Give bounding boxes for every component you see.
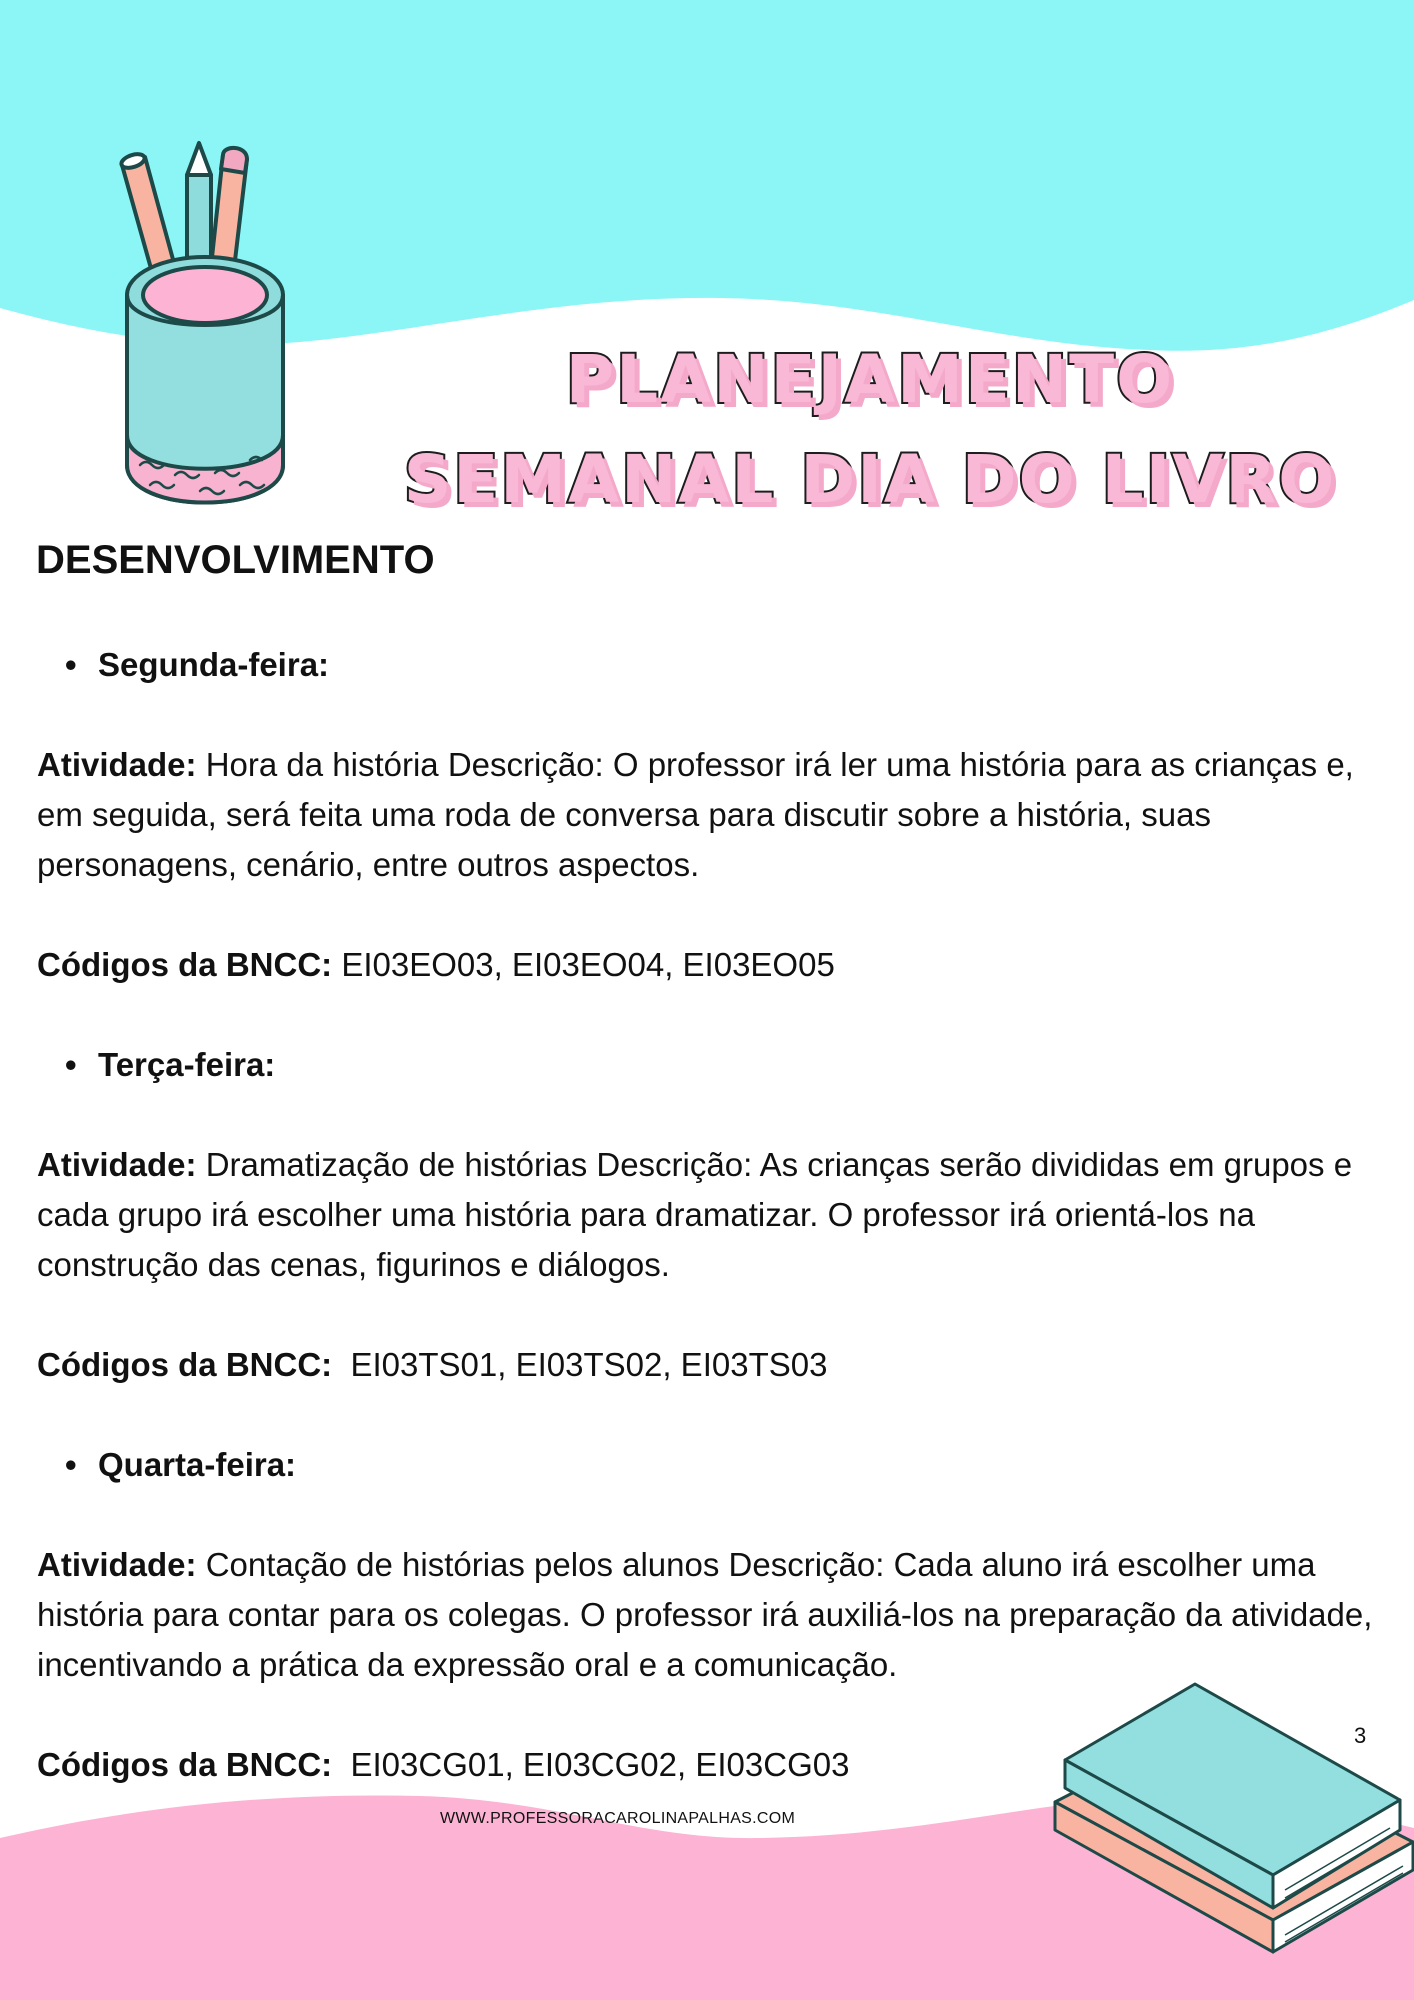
day-heading-monday <box>37 640 1387 690</box>
day-label: Terça-feira: <box>98 1046 276 1083</box>
activity-label: Atividade: <box>37 1146 197 1183</box>
day-heading-wednesday <box>37 1440 1387 1490</box>
activity-text: Hora da história Descrição: O professor irá ler uma história para as crianças e, em seguida, será feita uma roda de conversa para discutir sobre a história, suas personagens, cenário, entre outros aspectos. <box>37 746 1354 883</box>
day-label: Quarta-feira: <box>98 1446 297 1483</box>
activity-label: Atividade: <box>37 746 197 783</box>
bncc-codes-monday <box>37 940 1387 990</box>
activity-text: Dramatização de histórias Descrição: As crianças serão divididas em grupos e cada grupo irá escolher uma história para dramatizar. O professor irá orientá-los na construção das cenas, figurinos e diálogos. <box>37 1146 1353 1283</box>
codes-text: EI03EO03, EI03EO04, EI03EO05 <box>332 946 835 983</box>
title-line-2: SEMANAL DIA DO LIVRO <box>403 441 1337 518</box>
codes-text: EI03CG01, EI03CG02, EI03CG03 <box>332 1746 850 1783</box>
day-label: Segunda-feira: <box>98 646 330 683</box>
codes-label: Códigos da BNCC: <box>37 946 333 983</box>
weekly-plan-content <box>37 640 1387 1840</box>
codes-label: Códigos da BNCC: <box>37 1746 333 1783</box>
day-heading-tuesday <box>37 1040 1387 1090</box>
activity-tuesday <box>37 1140 1387 1290</box>
activity-label: Atividade: <box>37 1546 197 1583</box>
codes-text: EI03TS01, EI03TS02, EI03TS03 <box>332 1346 828 1383</box>
title-line-1: PLANEJAMENTO <box>565 341 1175 418</box>
activity-text: Contação de histórias pelos alunos Descrição: Cada aluno irá escolher uma história para contar para os colegas. O professor irá auxiliá-los na preparação da atividade, incentivando a prática da expressão oral e a comunicação. <box>37 1546 1373 1683</box>
bullet-icon: • <box>65 646 77 683</box>
section-heading: DESENVOLVIMENTO <box>36 538 435 582</box>
bncc-codes-wednesday <box>37 1740 1387 1790</box>
page-number: 3 <box>1354 1723 1367 1748</box>
bullet-icon: • <box>65 1446 77 1483</box>
activity-wednesday <box>37 1540 1387 1690</box>
codes-label: Códigos da BNCC: <box>37 1346 333 1383</box>
bullet-icon: • <box>65 1046 77 1083</box>
activity-monday <box>37 740 1387 890</box>
bncc-codes-tuesday <box>37 1340 1387 1390</box>
page-title <box>390 330 1350 530</box>
pencil-cup-icon <box>115 135 295 525</box>
footer-website-link[interactable]: WWW.PROFESSORACAROLINAPALHAS.COM <box>440 1810 796 1827</box>
